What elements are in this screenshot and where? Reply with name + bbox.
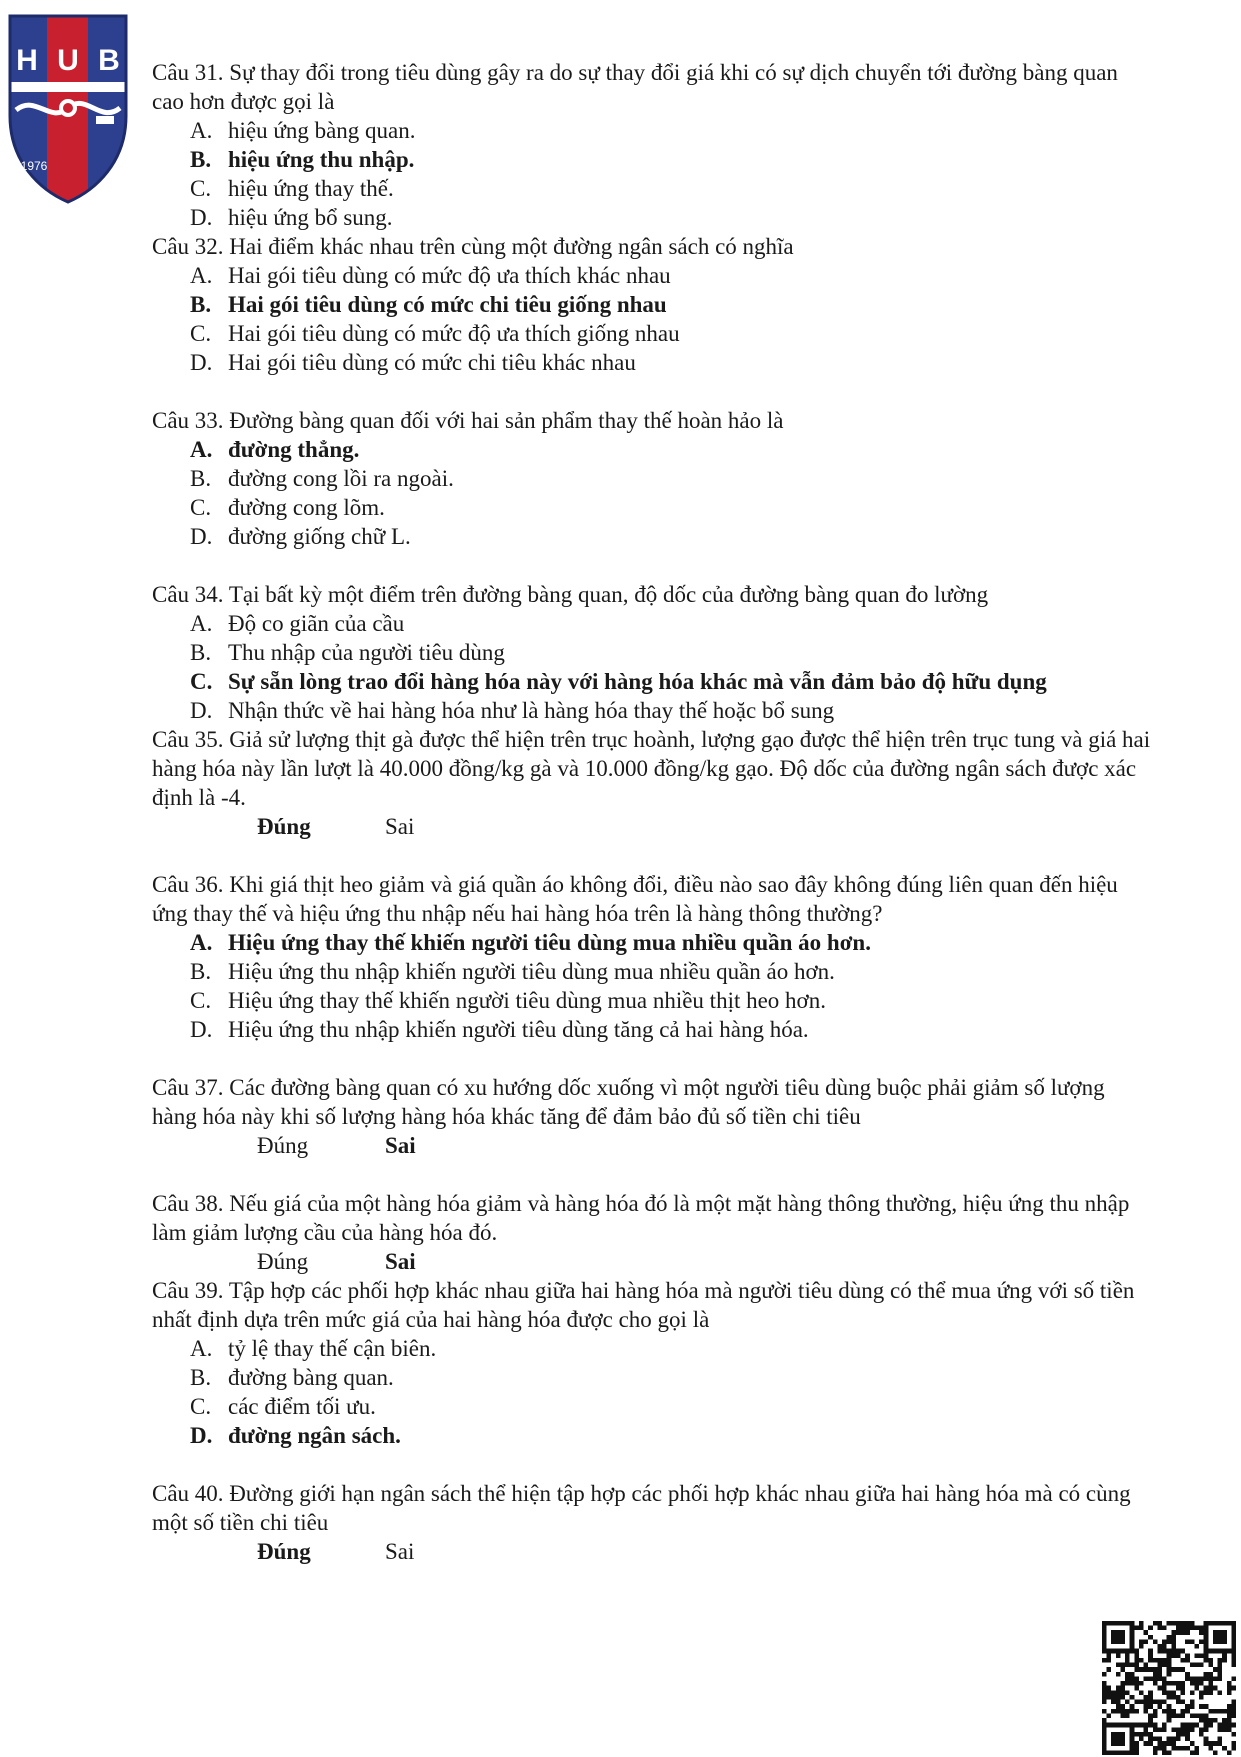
option-text: Hiệu ứng thay thế khiến người tiêu dùng mua nhiều quần áo hơn. xyxy=(228,930,871,955)
option-letter: D. xyxy=(190,1017,213,1042)
option-letter: A. xyxy=(190,1336,213,1361)
question-text: Câu 34. Tại bất kỳ một điểm trên đường bàng quan, độ dốc của đường bàng quan đo lường xyxy=(152,582,989,607)
answer-option xyxy=(152,261,1152,290)
answer-option xyxy=(152,203,1152,232)
true-false-answer xyxy=(152,812,1152,841)
option-letter: B. xyxy=(190,640,212,665)
spacer xyxy=(152,1160,1152,1189)
option-text: hiệu ứng thu nhập. xyxy=(228,147,415,172)
answer-option xyxy=(152,145,1152,174)
logo-letter-u: U xyxy=(57,44,79,77)
option-text: Nhận thức về hai hàng hóa như là hàng hóa thay thế hoặc bổ sung xyxy=(228,698,835,723)
question-text: Câu 33. Đường bàng quan đối với hai sản phẩm thay thế hoàn hảo là xyxy=(152,408,784,433)
option-letter: B. xyxy=(190,1365,212,1390)
true-label: Đúng xyxy=(257,1133,309,1158)
option-text: đường bàng quan. xyxy=(228,1365,394,1390)
option-letter: C. xyxy=(190,495,212,520)
question-text: Câu 31. Sự thay đổi trong tiêu dùng gây ra do sự thay đổi giá khi có sự dịch chuyển tới đường bàng quan cao hơn được gọi là xyxy=(152,60,1118,114)
question-text: Câu 40. Đường giới hạn ngân sách thể hiện tập hợp các phối hợp khác nhau giữa hai hàng hóa mà có cùng một số tiền chi tiêu xyxy=(152,1481,1131,1535)
true-label: Đúng xyxy=(257,1539,311,1564)
option-text: đường giống chữ L. xyxy=(228,524,411,549)
option-text: đường cong lồi ra ngoài. xyxy=(228,466,454,491)
option-letter: A. xyxy=(190,118,213,143)
option-letter: B. xyxy=(190,959,212,984)
option-text: Hai gói tiêu dùng có mức chi tiêu giống nhau xyxy=(228,292,667,317)
spacer xyxy=(152,551,1152,580)
spacer xyxy=(152,1450,1152,1479)
answer-option xyxy=(152,696,1152,725)
false-label: Sai xyxy=(385,1133,416,1158)
logo-year: 1976 xyxy=(20,159,48,173)
true-label: Đúng xyxy=(257,1249,309,1274)
question-q38 xyxy=(152,1189,1152,1276)
answer-option xyxy=(152,435,1152,464)
question-q31 xyxy=(152,58,1152,232)
option-letter: D. xyxy=(190,698,213,723)
option-letter: B. xyxy=(190,292,212,317)
option-text: đường ngân sách. xyxy=(228,1423,401,1448)
false-label: Sai xyxy=(385,1539,415,1564)
option-letter: C. xyxy=(190,1394,212,1419)
answer-option xyxy=(152,493,1152,522)
question-text: Câu 35. Giả sử lượng thịt gà được thể hiện trên trục hoành, lượng gạo được thể hiện trên trục tung và giá hai hàng hóa này lần lượt là 40.000 đồng/kg gà và 10.000 đồng/kg gạo. Độ dốc của đường ngân sách được xác định là -4. xyxy=(152,727,1151,810)
answer-option xyxy=(152,1363,1152,1392)
option-text: hiệu ứng bổ sung. xyxy=(228,205,393,230)
answer-option xyxy=(152,348,1152,377)
true-label: Đúng xyxy=(257,814,311,839)
answer-options xyxy=(152,435,1152,551)
option-letter: B. xyxy=(190,147,212,172)
option-text: Hai gói tiêu dùng có mức chi tiêu khác nhau xyxy=(228,350,636,375)
question-text: Câu 37. Các đường bàng quan có xu hướng dốc xuống vì một người tiêu dùng buộc phải giảm số lượng hàng hóa này khi số lượng hàng hóa khác tăng để đảm bảo đủ số tiền chi tiêu xyxy=(152,1075,1105,1129)
answer-options xyxy=(152,1334,1152,1450)
answer-options xyxy=(152,261,1152,377)
answer-option xyxy=(152,1015,1152,1044)
question-text: Câu 39. Tập hợp các phối hợp khác nhau giữa hai hàng hóa mà người tiêu dùng có thể mua ứng với số tiền nhất định dựa trên mức giá của hai hàng hóa được cho gọi là xyxy=(152,1278,1135,1332)
question-q39 xyxy=(152,1276,1152,1450)
option-text: Hiệu ứng thu nhập khiến người tiêu dùng tăng cả hai hàng hóa. xyxy=(228,1017,809,1042)
option-letter: A. xyxy=(190,930,213,955)
true-false-answer xyxy=(152,1131,1152,1160)
option-letter: D. xyxy=(190,205,213,230)
answer-option xyxy=(152,290,1152,319)
option-letter: A. xyxy=(190,263,213,288)
option-text: Hai gói tiêu dùng có mức độ ưa thích khác nhau xyxy=(228,263,671,288)
question-text: Câu 36. Khi giá thịt heo giảm và giá quần áo không đổi, điều nào sao đây không đúng liên quan đến hiệu ứng thay thế và hiệu ứng thu nhập nếu hai hàng hóa trên là hàng thông thường? xyxy=(152,872,1118,926)
answer-option xyxy=(152,957,1152,986)
answer-option xyxy=(152,1334,1152,1363)
answer-option xyxy=(152,1421,1152,1450)
option-text: tỷ lệ thay thế cận biên. xyxy=(228,1336,437,1361)
answer-options xyxy=(152,609,1152,725)
false-label: Sai xyxy=(385,814,415,839)
answer-option xyxy=(152,464,1152,493)
answer-option xyxy=(152,174,1152,203)
option-letter: C. xyxy=(190,176,212,201)
question-q35 xyxy=(152,725,1152,841)
option-text: đường thẳng. xyxy=(228,437,360,462)
false-label: Sai xyxy=(385,1249,416,1274)
question-q36 xyxy=(152,870,1152,1044)
spacer xyxy=(152,1044,1152,1073)
option-letter: C. xyxy=(190,669,213,694)
option-text: Hiệu ứng thay thế khiến người tiêu dùng mua nhiều thịt heo hơn. xyxy=(228,988,826,1013)
logo-letter-b: B xyxy=(98,44,120,77)
spacer xyxy=(152,377,1152,406)
question-q34 xyxy=(152,580,1152,725)
option-letter: A. xyxy=(190,437,213,462)
true-false-answer xyxy=(152,1247,1152,1276)
option-letter: C. xyxy=(190,321,212,346)
option-text: Hiệu ứng thu nhập khiến người tiêu dùng mua nhiều quần áo hơn. xyxy=(228,959,835,984)
answer-options xyxy=(152,928,1152,1044)
answer-option xyxy=(152,609,1152,638)
option-letter: B. xyxy=(190,466,212,491)
option-letter: A. xyxy=(190,611,213,636)
option-text: Hai gói tiêu dùng có mức độ ưa thích giống nhau xyxy=(228,321,680,346)
question-q32 xyxy=(152,232,1152,377)
answer-option xyxy=(152,1392,1152,1421)
answer-option xyxy=(152,116,1152,145)
option-letter: D. xyxy=(190,524,213,549)
option-letter: D. xyxy=(190,1423,213,1448)
option-letter: D. xyxy=(190,350,213,375)
option-text: Thu nhập của người tiêu dùng xyxy=(228,640,505,665)
question-q40 xyxy=(152,1479,1152,1566)
option-text: hiệu ứng thay thế. xyxy=(228,176,394,201)
true-false-answer xyxy=(152,1537,1152,1566)
option-text: hiệu ứng bàng quan. xyxy=(228,118,416,143)
option-text: đường cong lõm. xyxy=(228,495,385,520)
answer-option xyxy=(152,928,1152,957)
option-text: các điểm tối ưu. xyxy=(228,1394,376,1419)
logo-letter-h: H xyxy=(16,44,38,77)
answer-options xyxy=(152,116,1152,232)
question-text: Câu 32. Hai điểm khác nhau trên cùng một đường ngân sách có nghĩa xyxy=(152,234,794,259)
answer-option xyxy=(152,986,1152,1015)
answer-option xyxy=(152,522,1152,551)
question-list xyxy=(152,58,1152,1566)
university-logo xyxy=(6,12,130,204)
option-letter: C. xyxy=(190,988,212,1013)
question-q33 xyxy=(152,406,1152,551)
answer-option xyxy=(152,667,1152,696)
answer-option xyxy=(152,638,1152,667)
question-text: Câu 38. Nếu giá của một hàng hóa giảm và hàng hóa đó là một mặt hàng thông thường, hiệu ứng thu nhập làm giảm lượng cầu của hàng hóa đó. xyxy=(152,1191,1130,1245)
question-q37 xyxy=(152,1073,1152,1160)
answer-option xyxy=(152,319,1152,348)
spacer xyxy=(152,841,1152,870)
option-text: Sự sẵn lòng trao đổi hàng hóa này với hàng hóa khác mà vẫn đảm bảo độ hữu dụng xyxy=(228,669,1047,694)
option-text: Độ co giãn của cầu xyxy=(228,611,405,636)
qr-code xyxy=(1102,1621,1236,1755)
